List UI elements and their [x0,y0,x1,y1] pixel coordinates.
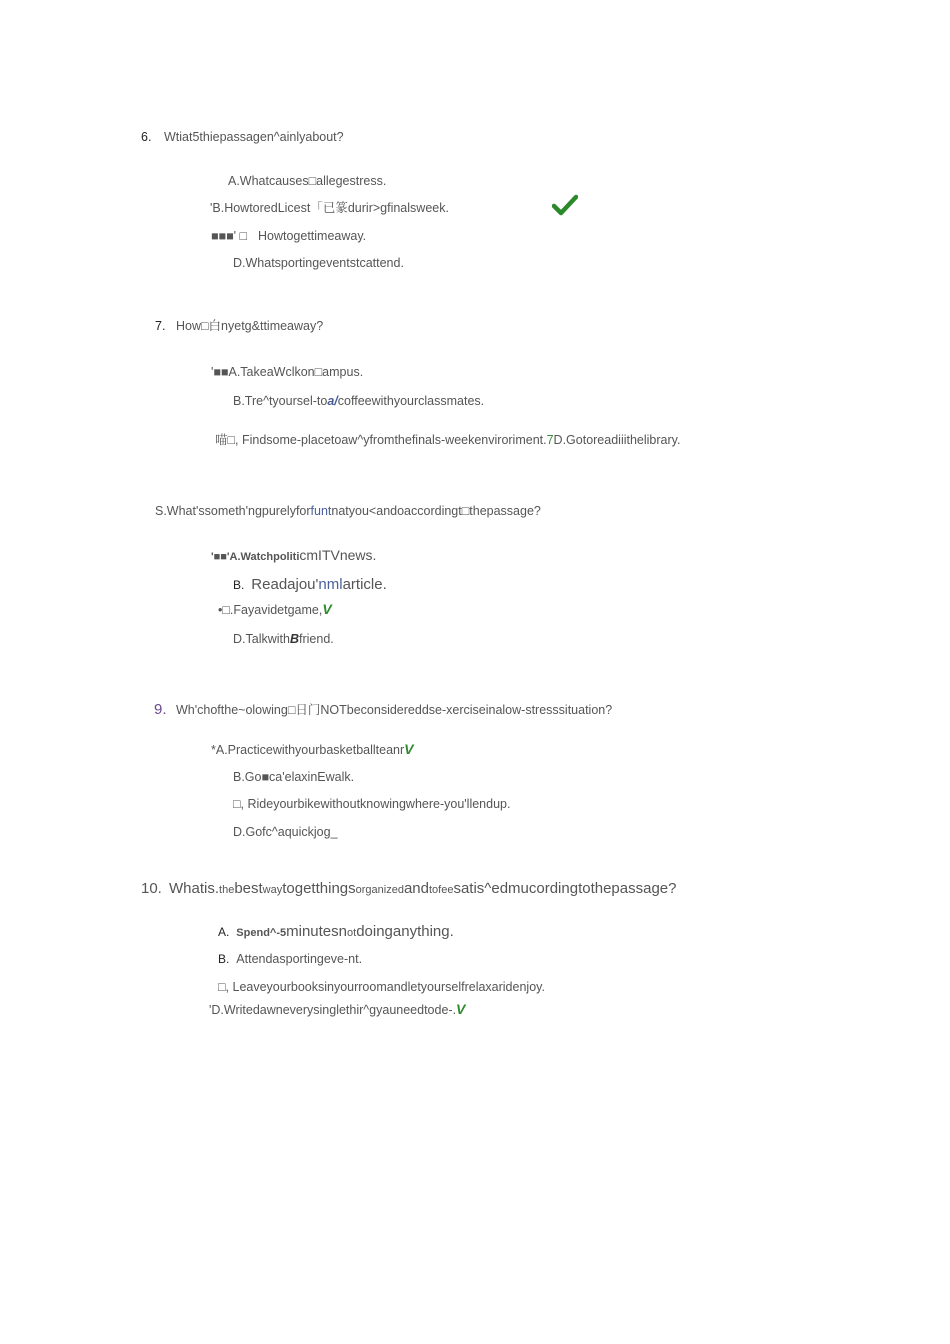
q8-question: S.What'ssometh'ngpurelyforfuntnatyou<andoaccordingt□thepassage? [155,504,541,518]
q10-option-d: 'D.Writedawneverysinglethir^gyauneedtode-.V [209,1001,466,1017]
correct-mark-icon: V [404,741,414,757]
q9-option-b: B.Go■ca'elaxinEwalk. [233,770,355,784]
q9-option-d: D.Gofc^aquickjog_ [233,825,338,839]
q6-option-a: A.Whatcauses□allegestress. [228,174,387,188]
q8-option-d: D.TalkwithBfriend. [233,632,334,646]
q7-number: 7. [155,319,166,333]
q10-option-b: B. Attendasportingeve-nt. [218,952,363,966]
q9-number: 9. [154,701,167,718]
q7-option-b: B.Tre^tyoursel-toa/coffeewithyourclassmates. [233,394,485,408]
q7-option-c-num: 7 [546,433,554,447]
q10-option-a: A. Spend^-5minutesnotdoinganything. [218,923,454,940]
q8-option-c: •□.Fayavidetgame,V [218,601,332,617]
q9-question: Wh'chofthe~olowing□日门NOTbeconsidereddse-xerciseinalow-stresssituation? [176,703,613,717]
q9-option-a: *A.PracticewithyourbasketballteanrV [211,741,414,757]
q8-option-b: B. Readajou'nmlarticle. [233,576,387,593]
correct-mark-icon: V [322,601,332,617]
q6-question: Wtiat5thiepassagen^ainlyabout? [164,130,344,144]
q7-option-c-d: 喵□, Findsome-placetoaw^yfromthefinals-weekenviroriment.7D.Gotoreadiiithelibrary. [215,433,681,447]
q6-option-c: Howtogettimeaway. [258,229,367,243]
q6-option-c-prefix: ■■■' □ [211,229,248,243]
q7-question: How□白nyetg&ttimeaway? [176,319,324,333]
q6-option-d: D.Whatsportingeventstcattend. [233,256,404,270]
q7-option-b-mark: a/ [327,394,338,408]
q8-option-a: '■■'A.WatchpoliticmITVnews. [211,547,377,563]
q7-option-a: '■■A.TakeaWclkon□ampus. [211,365,364,379]
q10-number: 10. [141,880,162,897]
q10-question: Whatis.thebestwaytogetthingsorganizedandtofeesatis^edmucordingtothepassage? [169,880,677,897]
q6-option-b: 'B.HowtoredLicest「已篆durir>gfinalsweek. [210,201,449,215]
q6-number: 6. [141,130,152,144]
correct-mark-icon: V [456,1001,466,1017]
q10-option-c: □, Leaveyourbooksinyourroomandletyourselfrelaxaridenjoy. [218,980,545,994]
q9-option-c: □, Rideyourbikewithoutknowingwhere-you'llendup. [233,797,511,811]
checkmark-icon [552,194,578,216]
